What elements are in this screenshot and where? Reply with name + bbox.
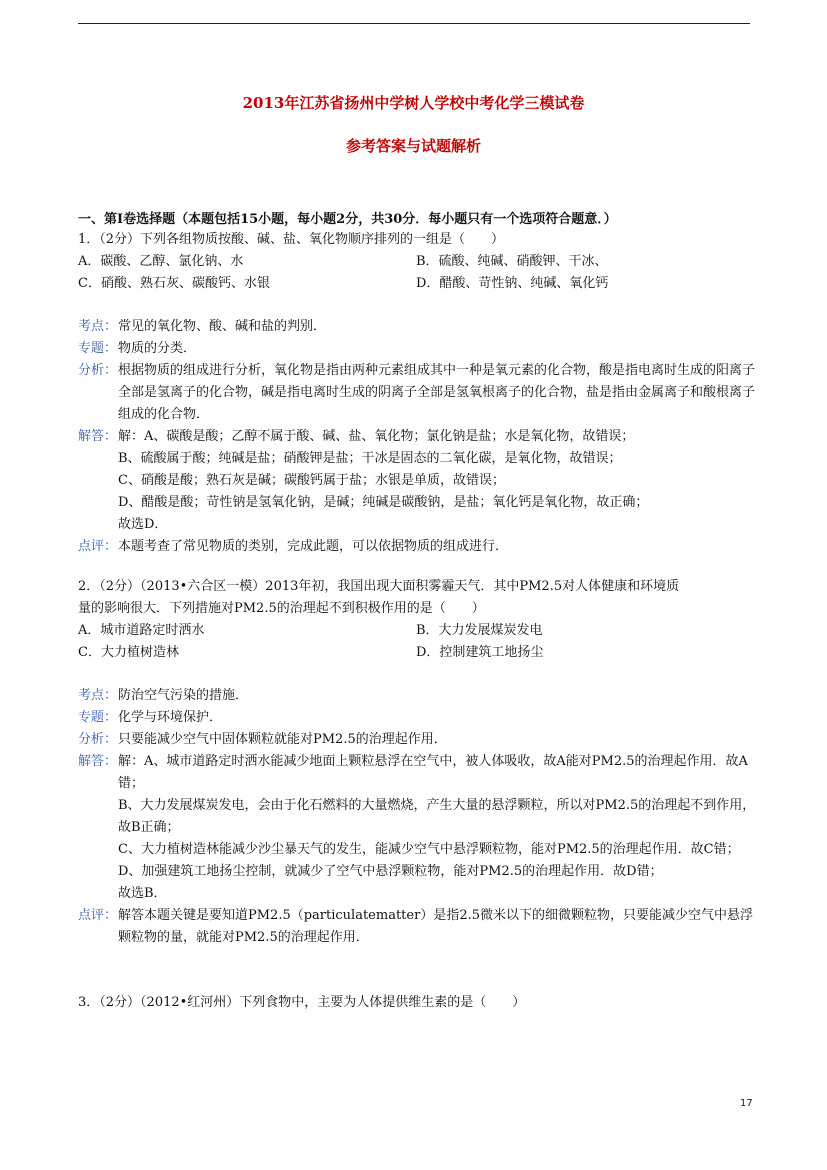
question-2-analysis [78, 685, 758, 949]
jieda-body [118, 426, 758, 536]
question-2-stem-line1: 2．（2分）（2013•六合区一模）2013年初，我国出现大面积雾霾天气．其中PM2.5对人体健康和环境质 [78, 579, 680, 594]
kaodian-text: 常见的氧化物、酸、碱和盐的判别． [118, 319, 327, 334]
question-3 [78, 992, 758, 1014]
dianping-text: 解答本题关键是要知道PM2.5（particulatematter）是指2.5微米以下的细微颗粒物，只要能减少空气中悬浮颗粒物的量，就能对PM2.5的治理起作用． [118, 908, 753, 945]
option-c: C．大力植树造林 [78, 645, 179, 660]
option-d: D．醋酸、苛性钠、纯碱、氧化钙 [416, 276, 609, 291]
jieda-line: 故选B． [118, 886, 167, 901]
jieda-row [78, 426, 758, 536]
jieda-label: 解答： [78, 754, 118, 769]
question-1-options [78, 251, 758, 295]
question-3-stem: 3．（2分）（2012•红河州）下列食物中，主要为人体提供维生素的是（ ） [78, 995, 526, 1010]
header-rule [78, 23, 750, 24]
kaodian-row [78, 685, 758, 707]
zhuanti-row [78, 338, 758, 360]
kaodian-row [78, 316, 758, 338]
jieda-row [78, 751, 758, 905]
jieda-label: 解答： [78, 429, 118, 444]
jieda-line: B、硫酸属于酸；纯碱是盐；硝酸钾是盐；干冰是固态的二氧化碳，是氧化物，故错误； [118, 451, 622, 466]
jieda-line: 解：A、碳酸是酸；乙醇不属于酸、碱、盐、氧化物；氯化钠是盐；水是氧化物，故错误； [118, 429, 635, 444]
jieda-line: D、加强建筑工地扬尘控制，就减少了空气中悬浮颗粒物，能对PM2.5的治理起作用．故D错； [118, 864, 663, 879]
question-2-options [78, 620, 758, 664]
jieda-line: 解：A、城市道路定时洒水能减少地面上颗粒悬浮在空气中，被人体吸收，故A能对PM2.5的治理起作用．故A错； [118, 754, 748, 791]
dianping-text: 本题考查了常见物质的类别，完成此题，可以依据物质的组成进行． [118, 539, 509, 554]
zhuanti-label: 专题： [78, 710, 118, 725]
kaodian-label: 考点： [78, 319, 118, 334]
section-heading: 一、第Ⅰ卷选择题（本题包括15小题，每小题2分，共30分．每小题只有一个选项符合题意．） [78, 212, 617, 227]
fenxi-text: 只要能减少空气中固体颗粒就能对PM2.5的治理起作用． [118, 732, 447, 747]
jieda-line: B、大力发展煤炭发电，会由于化石燃料的大量燃烧，产生大量的悬浮颗粒，所以对PM2.5的治理起不到作用，故B正确； [118, 798, 756, 835]
dianping-row [78, 536, 758, 558]
question-1 [78, 229, 758, 295]
jieda-line: 故选D． [118, 517, 168, 532]
document-subtitle: 参考答案与试题解析 [345, 137, 481, 155]
option-c: C．硝酸、熟石灰、碳酸钙、水银 [78, 276, 270, 291]
question-2-stem-line2: 量的影响很大．下列措施对PM2.5的治理起不到积极作用的是（ ） [78, 601, 485, 616]
dianping-label: 点评： [78, 908, 118, 923]
jieda-line: D、醋酸是酸；苛性钠是氢氧化钠，是碱；纯碱是碳酸钠，是盐；氧化钙是氧化物，故正确； [118, 495, 649, 510]
zhuanti-row [78, 707, 758, 729]
dianping-row [78, 905, 758, 949]
fenxi-label: 分析： [78, 363, 118, 378]
jieda-line: C、大力植树造林能减少沙尘暴天气的发生，能减少空气中悬浮颗粒物，能对PM2.5的治理起作用．故C错； [118, 842, 740, 857]
page-number: 17 [740, 1098, 753, 1109]
document-title: 2013年江苏省扬州中学树人学校中考化学三模试卷 [242, 94, 585, 112]
question-2 [78, 576, 758, 664]
zhuanti-label: 专题： [78, 341, 118, 356]
fenxi-row [78, 360, 758, 426]
option-d: D．控制建筑工地扬尘 [416, 645, 544, 660]
fenxi-text: 根据物质的组成进行分析，氧化物是指由两种元素组成其中一种是氧元素的化合物，酸是指电离时生成的阳离子全部是氢离子的化合物，碱是指电离时生成的阴离子全部是氢氧根离子的化合物，盐是指由金属离子和酸根离子组成的化合物． [118, 363, 756, 422]
question-1-stem: 1．（2分）下列各组物质按酸、碱、盐、氧化物顺序排列的一组是（ ） [78, 232, 505, 247]
question-1-analysis [78, 316, 758, 558]
kaodian-label: 考点： [78, 688, 118, 703]
option-a: A．城市道路定时洒水 [78, 623, 205, 638]
option-b: B．大力发展煤炭发电 [416, 623, 543, 638]
option-a: A．碳酸、乙醇、氯化钠、水 [78, 254, 244, 269]
jieda-line: C、硝酸是酸；熟石灰是碱；碳酸钙属于盐；水银是单质，故错误； [118, 473, 505, 488]
zhuanti-text: 化学与环境保护． [118, 710, 223, 725]
kaodian-text: 防治空气污染的措施． [118, 688, 249, 703]
zhuanti-text: 物质的分类． [118, 341, 197, 356]
jieda-body [118, 751, 758, 905]
dianping-label: 点评： [78, 539, 118, 554]
fenxi-label: 分析： [78, 732, 118, 747]
option-b: B．硫酸、纯碱、硝酸钾、干冰、 [416, 254, 608, 269]
fenxi-row [78, 729, 758, 751]
